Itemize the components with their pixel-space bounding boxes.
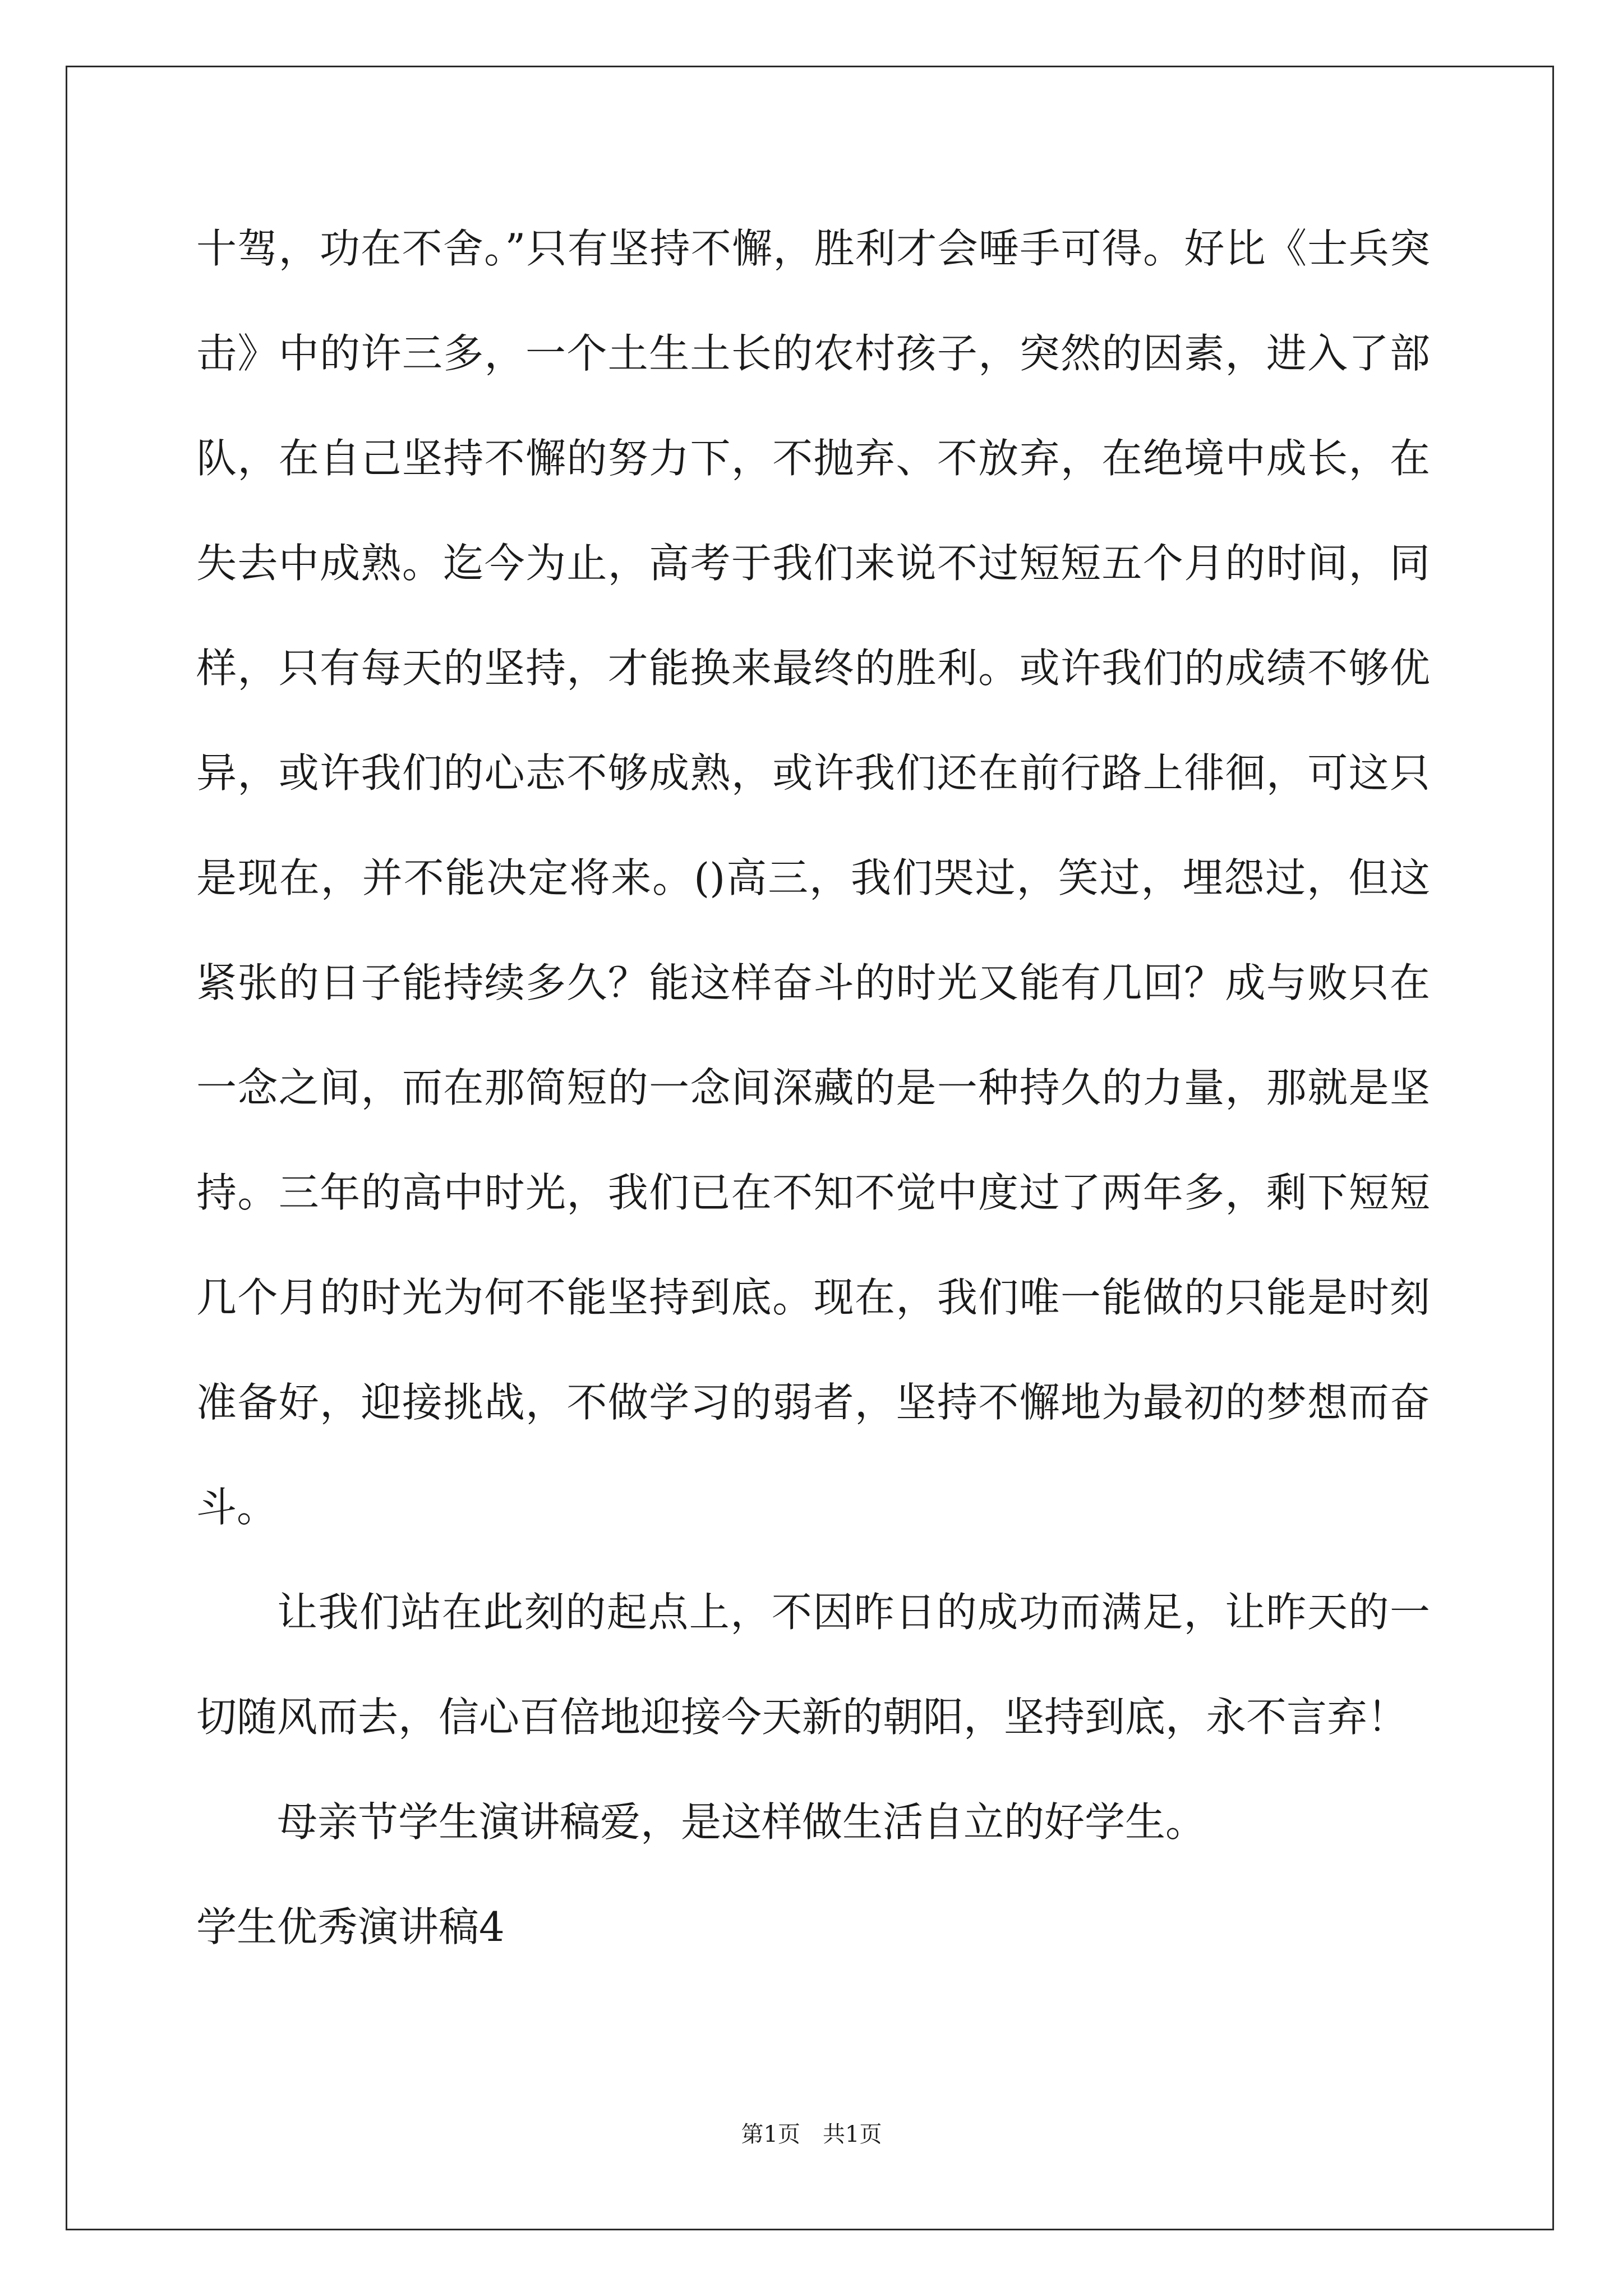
section-heading: 学生优秀演讲稿4 xyxy=(196,1903,505,1950)
paragraph-3: 母亲节学生演讲稿爱，是这样做生活自立的好学生。 xyxy=(277,1798,1206,1846)
paragraph-2: 让我们站在此刻的起点上，不因昨日的成功而满足，让昨天的一切随风而去，信心百倍地迎接今天新的朝阳，坚持到底，永不言弃！ xyxy=(196,1589,1430,1741)
paragraph-1: 十驾，功在不舍。”只有坚持不懈，胜利才会唾手可得。好比《士兵突击》中的许三多，一个土生土长的农村孩子，突然的因素，进入了部队，在自己坚持不懈的努力下，不抛弃、不放弃，在绝境中成长，在失去中成熟。迄今为止，高考于我们来说不过短短五个月的时间，同样，只有每天的坚持，才能换来最终的胜利。或许我们的成绩不够优异，或许我们的心志不够成熟，或许我们还在前行路上徘徊，可这只是现在，并不能决定将来。()高三，我们哭过，笑过，埋怨过，但这紧张的日子能持续多久？能这样奋斗的时光又能有几回？成与败只在一念之间，而在那简短的一念间深藏的是一种持久的力量，那就是坚持。三年的高中时光，我们已在不知不觉中度过了两年多，剩下短短几个月的时光为何不能坚持到底。现在，我们唯一能做的只能是时刻准备好，迎接挑战，不做学习的弱者，坚持不懈地为最初的梦想而奋斗。 xyxy=(196,225,1430,1531)
document-body xyxy=(196,196,1430,1980)
page-number-footer: 第1页 共1页 xyxy=(741,2122,882,2147)
